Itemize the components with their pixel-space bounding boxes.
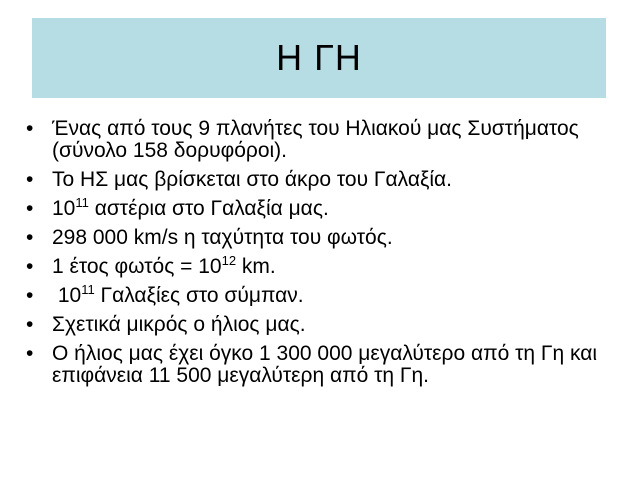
bullet-dot-icon: • <box>26 313 34 336</box>
bullet-dot-icon: • <box>26 226 34 249</box>
bullet-text-suffix: km. <box>236 255 276 278</box>
bullet-text-prefix: 10 <box>52 197 76 220</box>
bullet-text: Σχετικά μικρός ο ήλιος μας. <box>52 313 306 336</box>
bullet-dot-icon: • <box>26 255 34 278</box>
bullet-exponent: 11 <box>81 282 95 297</box>
bullet-text: Το ΗΣ μας βρίσκεται στο άκρο του Γαλαξία. <box>52 168 453 191</box>
bullet-text: Ένας από τους 9 πλανήτες του Ηλιακού μας Συστήματος (σύνολο 158 δορυφόροι). <box>52 117 579 162</box>
bullet-text: Ο ήλιος μας έχει όγκο 1 300 000 μεγαλύτερο από τη Γη και επιφάνεια 11 500 μεγαλύτερη από τη Γη. <box>52 342 598 387</box>
bullet-dot-icon: • <box>26 197 34 220</box>
bullet-item <box>22 169 612 191</box>
bullet-dot-icon: • <box>26 168 34 191</box>
bullet-text-suffix: αστέρια στο Γαλαξία μας. <box>88 197 329 220</box>
bullet-list <box>22 118 612 394</box>
slide-title: Η ΓΗ <box>276 37 362 78</box>
bullet-dot-icon: • <box>26 284 34 307</box>
bullet-exponent: 12 <box>221 253 237 268</box>
bullet-dot-icon: • <box>26 342 34 365</box>
bullet-dot-icon: • <box>26 117 34 140</box>
bullet-item <box>22 195 612 220</box>
bullet-item <box>22 343 612 387</box>
bullet-text: 298 000 km/s η ταχύτητα του φωτός. <box>52 226 393 249</box>
bullet-text-suffix: Γαλαξίες στο σύμπαν. <box>94 284 304 307</box>
bullet-text-prefix: 10 <box>52 284 82 307</box>
bullet-item <box>22 282 612 307</box>
bullet-exponent: 11 <box>75 195 89 210</box>
bullet-item <box>22 253 612 278</box>
bullet-item <box>22 118 612 162</box>
bullet-item <box>22 227 612 249</box>
bullet-text-prefix: 1 έτος φωτός = 10 <box>52 255 222 278</box>
bullet-item <box>22 314 612 336</box>
title-bar <box>32 18 606 98</box>
